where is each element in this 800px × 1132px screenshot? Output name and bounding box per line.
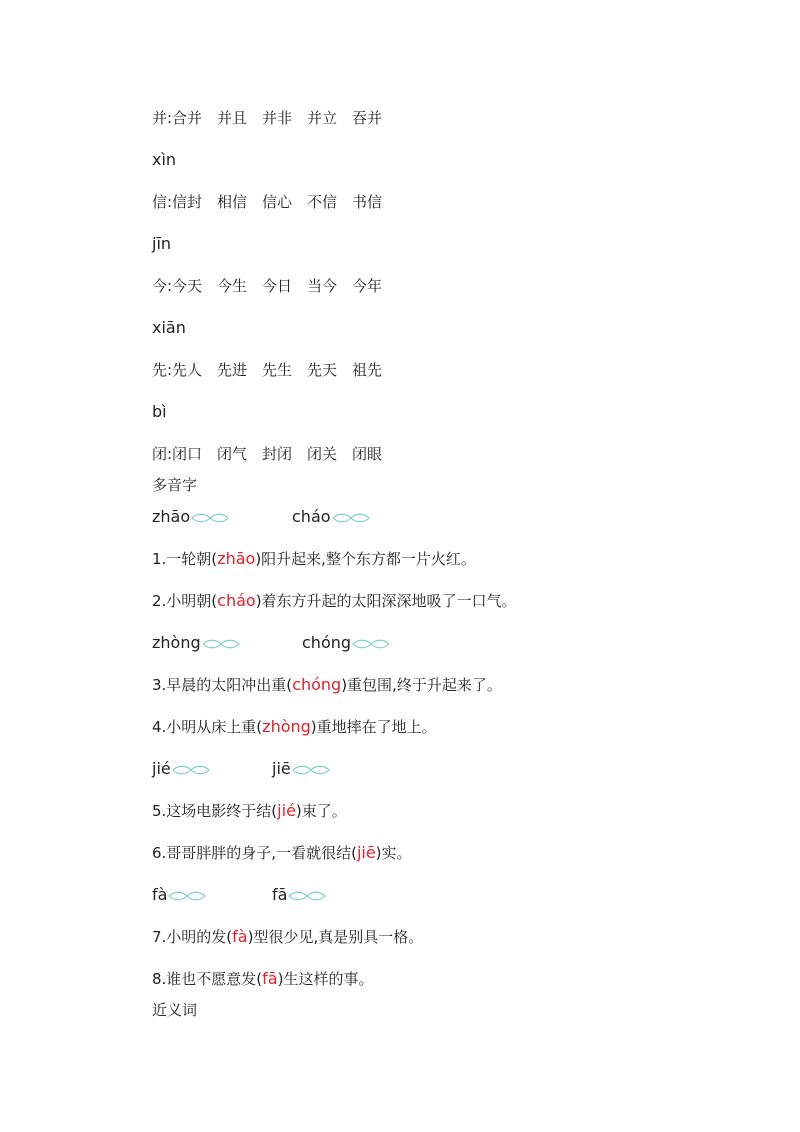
section-heading-polyphonic: 多音字	[152, 476, 198, 494]
leaf-decoration-icon	[168, 890, 206, 902]
section-heading-synonyms: 近义词	[152, 1001, 198, 1019]
reading-chao: cháo	[292, 507, 370, 527]
vocab-line-bing: 并:合并 并且 并非 并立 吞并	[152, 109, 383, 127]
vocab-line-bi: 闭:闭口 闭气 封闭 闭关 闭眼	[152, 445, 383, 463]
sentence-3: 3.早晨的太阳冲出重(chóng)重包围,终于升起来了。	[152, 675, 502, 694]
reading-fa4: fà	[152, 885, 206, 905]
reading-zhao: zhāo	[152, 507, 229, 527]
answer-pinyin: zhāo	[217, 549, 256, 568]
vocab-pinyin-jin: jīn	[152, 234, 172, 253]
answer-pinyin: jiē	[356, 843, 376, 862]
leaf-decoration-icon	[172, 764, 210, 776]
sentence-7: 7.小明的发(fà)型很少见,真是别具一格。	[152, 927, 424, 946]
leaf-decoration-icon	[292, 764, 330, 776]
reading-fa1: fā	[272, 885, 326, 905]
reading-jie2: jié	[152, 759, 210, 779]
sentence-8: 8.谁也不愿意发(fā)生这样的事。	[152, 969, 374, 988]
answer-pinyin: zhòng	[262, 717, 311, 736]
reading-chong: chóng	[302, 633, 390, 653]
vocab-pinyin-xian: xiān	[152, 318, 186, 337]
vocab-pinyin-xin: xìn	[152, 150, 177, 169]
sentence-1: 1.一轮朝(zhāo)阳升起来,整个东方都一片火红。	[152, 549, 476, 568]
vocab-line-xin: 信:信封 相信 信心 不信 书信	[152, 193, 383, 211]
vocab-line-xian: 先:先人 先进 先生 先天 祖先	[152, 361, 383, 379]
answer-pinyin: jié	[277, 801, 296, 820]
reading-jie1: jiē	[272, 759, 330, 779]
answer-pinyin: fà	[232, 927, 248, 946]
answer-pinyin: chóng	[292, 675, 342, 694]
sentence-4: 4.小明从床上重(zhòng)重地摔在了地上。	[152, 717, 437, 736]
sentence-2: 2.小明朝(cháo)着东方升起的太阳深深地吸了一口气。	[152, 591, 517, 610]
leaf-decoration-icon	[288, 890, 326, 902]
leaf-decoration-icon	[191, 512, 229, 524]
leaf-decoration-icon	[352, 638, 390, 650]
answer-pinyin: fā	[262, 969, 278, 988]
leaf-decoration-icon	[202, 638, 240, 650]
leaf-decoration-icon	[332, 512, 370, 524]
answer-pinyin: cháo	[217, 591, 256, 610]
reading-zhong: zhòng	[152, 633, 240, 653]
sentence-5: 5.这场电影终于结(jié)束了。	[152, 801, 347, 820]
sentence-6: 6.哥哥胖胖的身子,一看就很结(jiē)实。	[152, 843, 412, 862]
vocab-pinyin-bi: bì	[152, 402, 167, 421]
vocab-line-jin: 今:今天 今生 今日 当今 今年	[152, 277, 383, 295]
